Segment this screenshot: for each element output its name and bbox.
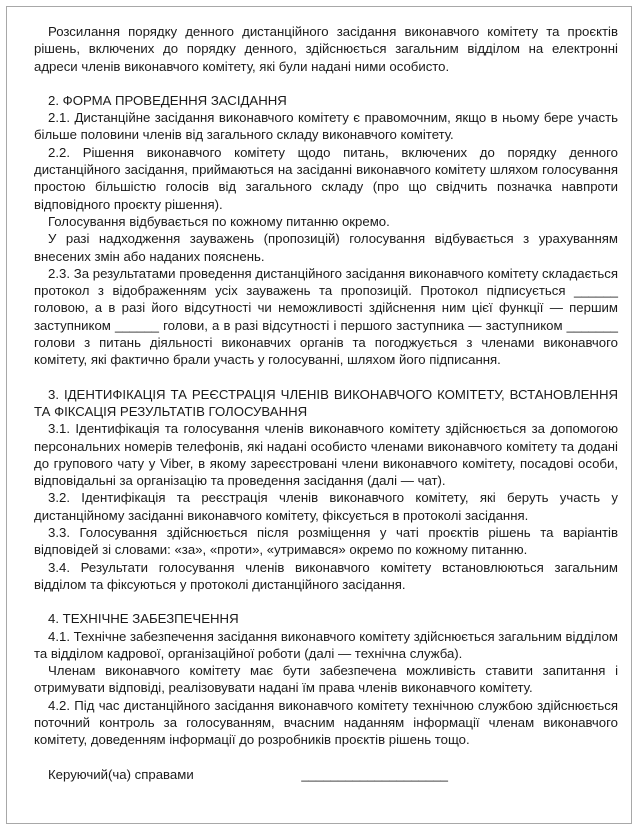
section-spacer [34,593,618,610]
section-2-paragraph-3: Голосування відбувається по кожному питанню окремо. [48,213,390,229]
section-2-paragraph-1: 2.1. Дистанційне засідання виконавчого комітету є правомочним, якщо в ньому бере участь більше половини членів від загального складу виконавчого комітету. [34,110,618,143]
section-3-heading: 3. ІДЕНТИФІКАЦІЯ ТА РЕЄСТРАЦІЯ ЧЛЕНІВ ВИКОНАВЧОГО КОМІТЕТУ, ВСТАНОВЛЕННЯ ТА ФІКСАЦІЯ РЕЗУЛЬТАТІВ ГОЛОСУВАННЯ [34,386,618,419]
section-4-paragraph-1: 4.1. Технічне забезпечення засідання виконавчого комітету здійснюється загальним відділом та відділом кадрової, організаційної роботи (далі — технічна служба). [34,628,618,661]
section-spacer [34,369,618,386]
section-3-paragraph-4: 3.4. Результати голосування членів виконавчого комітету встановлюються загальним відділом та фіксуються у протоколі дистанційного засідання. [34,559,618,592]
document-frame [6,6,632,824]
section-spacer [34,75,618,92]
section-3-paragraph-3: 3.3. Голосування здійснюється після розміщення у чаті проєктів рішень та варіантів відповідей зі словами: «за», «проти», «утримався» окремо по кожному питанню. [34,525,618,558]
signature-line: ____________________ [301,766,448,782]
section-4-paragraph-2: Членам виконавчого комітету має бути забезпечена можливість ставити запитання і отримувати відповіді, реалізовувати надані їм права членів виконавчого комітету. [34,663,618,696]
section-2-paragraph-4: У разі надходження зауважень (пропозицій) голосування відбувається з урахуванням внесених змін або наданих пояснень. [34,231,618,264]
section-2-paragraph-5: 2.3. За результатами проведення дистанційного засідання виконавчого комітету складається протокол з відображенням усіх зауважень та пропозицій. Протокол підписується ______ головою, а в разі його відсутності чи неможливості здійснення ним цієї функції — першим заступником ______ голови, а в разі відсутності і першого заступника — заступником _______ голови з питань діяльності виконавчих органів та погоджується з членами виконавчого комітету, які фактично брали участь у голосуванні, шляхом його підписання. [34,265,618,368]
section-2-heading: 2. ФОРМА ПРОВЕДЕННЯ ЗАСІДАННЯ [48,92,287,108]
signature-label: Керуючий(ча) справами [48,766,194,782]
section-3-paragraph-1: 3.1. Ідентифікація та голосування членів виконавчого комітету здійснюється за допомогою персональних номерів телефонів, які надані особисто членами виконавчого комітету та додані до групового чату у Viber, в якому зареєстровані члени виконавчого комітету, посадові особи, відповідальні за організацію та проведення засідання (далі — чат). [34,421,618,489]
section-2-paragraph-2: 2.2. Рішення виконавчого комітету щодо питань, включених до порядку денного дистанційного засідання, приймаються на засіданні виконавчого комітету шляхом голосування простою більшістю голосів від загального складу (про що свідчить позначка навпроти відповідного проєкту рішення). [34,144,618,212]
intro-paragraph: Розсилання порядку денного дистанційного засідання виконавчого комітету та проєктів рішень, включених до порядку денного, здійснюється загальним відділом на електронні адреси членів виконавчого комітету, які були надані ними особисто. [34,24,618,74]
document-body [34,23,618,783]
section-3-paragraph-2: 3.2. Ідентифікація та реєстрація членів виконавчого комітету, які беруть участь у дистанційному засіданні виконавчого комітету, фіксується в протоколі засідання. [34,490,618,523]
section-4-paragraph-3: 4.2. Під час дистанційного засідання виконавчого комітету технічною службою здійснюється поточний контроль за голосуванням, вчасним наданням інформації членам виконавчого комітету, доведенням інформації до розробників проєктів рішень тощо. [34,697,618,748]
signature-block [34,766,618,783]
section-4-heading: 4. ТЕХНІЧНЕ ЗАБЕЗПЕЧЕННЯ [48,611,239,627]
